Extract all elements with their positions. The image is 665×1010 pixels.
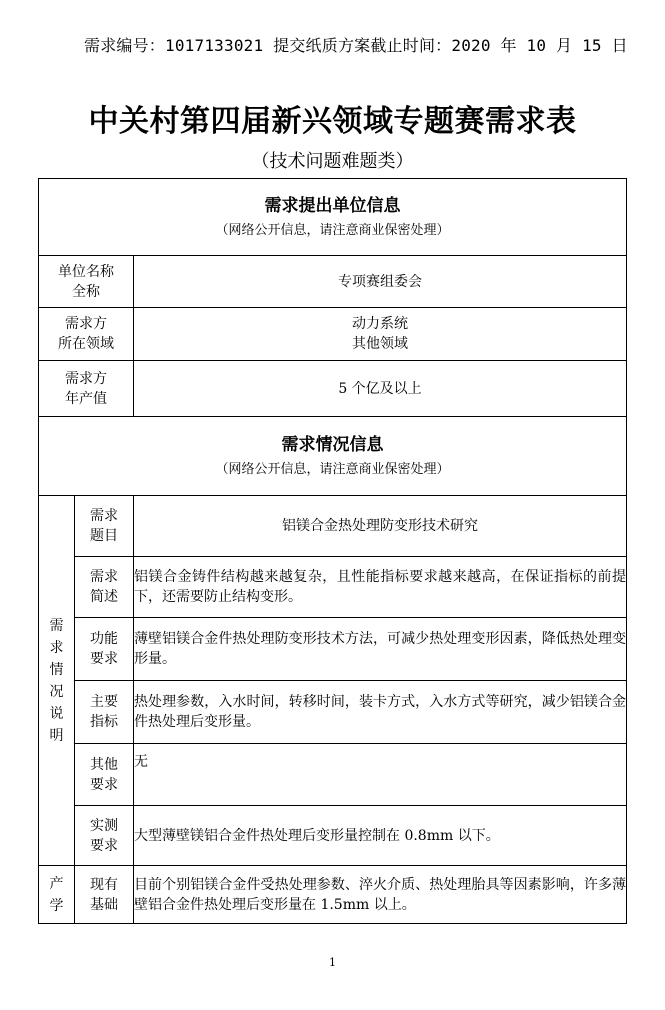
other-requirement-value-cell bbox=[134, 744, 627, 806]
main-indicator-row bbox=[39, 681, 627, 744]
other-requirement-label: 其他 要求 bbox=[90, 756, 118, 793]
demand-summary-row bbox=[39, 557, 627, 618]
annual-output-value: 5 个亿及以上 bbox=[338, 380, 422, 397]
main-indicator-label: 主要 指标 bbox=[90, 694, 118, 730]
demand-field-value-cell bbox=[134, 308, 627, 361]
demand-topic-label-cell bbox=[75, 496, 134, 557]
existing-foundation-label-cell bbox=[75, 866, 134, 924]
demand-description-side-cell bbox=[39, 496, 75, 866]
demand-summary-value: 铝镁合金铸件结构越来越复杂，且性能指标要求越来越高，在保证指标的前提下，还需要防止结构变形。 bbox=[134, 569, 626, 605]
demand-field-label: 需求方 所在领域 bbox=[58, 316, 114, 352]
main-indicator-label-cell bbox=[75, 681, 134, 744]
test-requirement-label: 实测 要求 bbox=[90, 817, 118, 854]
existing-foundation-label: 现有 基础 bbox=[90, 876, 118, 913]
demand-topic-value-cell bbox=[134, 496, 627, 557]
industry-research-side-label: 产 学 bbox=[49, 875, 64, 914]
annual-output-label: 需求方 年产值 bbox=[65, 370, 107, 407]
existing-foundation-row bbox=[39, 866, 627, 924]
document-subtitle: （技术问题难题类） bbox=[251, 151, 414, 172]
unit-section-header-cell bbox=[39, 179, 627, 256]
function-requirement-label-cell bbox=[75, 618, 134, 681]
demand-topic-value: 铝镁合金热处理防变形技术研究 bbox=[282, 518, 478, 534]
demand-topic-row bbox=[39, 496, 627, 557]
demand-summary-value-cell bbox=[134, 557, 627, 618]
demand-section-header-row bbox=[39, 417, 627, 496]
existing-foundation-value-cell bbox=[134, 866, 627, 924]
main-indicator-value: 热处理参数，入水时间，转移时间，装卡方式，入水方式等研究，减少铝镁合金件热处理后变形量。 bbox=[134, 694, 626, 730]
demand-field-row bbox=[39, 308, 627, 361]
demand-field-value: 动力系统 其他领域 bbox=[352, 316, 408, 352]
page-number: 1 bbox=[329, 956, 336, 969]
function-requirement-value-cell bbox=[134, 618, 627, 681]
other-requirement-label-cell bbox=[75, 744, 134, 806]
document-title: 中关村第四届新兴领域专题赛需求表 bbox=[88, 104, 577, 139]
function-requirement-label: 功能 要求 bbox=[90, 631, 118, 667]
function-requirement-row bbox=[39, 618, 627, 681]
demand-summary-label-cell bbox=[75, 557, 134, 618]
test-requirement-label-cell bbox=[75, 806, 134, 866]
unit-name-row bbox=[39, 256, 627, 308]
test-requirement-row bbox=[39, 806, 627, 866]
demand-description-side-label: 需 求 情 况 说 明 bbox=[49, 617, 64, 744]
unit-section-title: 需求提出单位信息 bbox=[264, 196, 401, 216]
function-requirement-value: 薄壁铝镁合金件热处理防变形技术方法，可减少热处理变形因素，降低热处理变形量。 bbox=[134, 631, 626, 667]
demand-section-header-cell bbox=[39, 417, 627, 496]
existing-foundation-value: 目前个别铝镁合金件受热处理参数、淬火介质、热处理胎具等因素影响，许多薄壁铝合金件热处理后变形量在 1.5mm 以上。 bbox=[134, 876, 626, 913]
test-requirement-value-cell bbox=[134, 806, 627, 866]
annual-output-label-cell bbox=[39, 361, 134, 417]
unit-section-note: （网络公开信息，请注意商业保密处理） bbox=[215, 223, 450, 238]
demand-form-table bbox=[38, 178, 627, 924]
unit-name-value: 专项赛组委会 bbox=[338, 273, 422, 290]
test-requirement-value: 大型薄壁镁铝合金件热处理后变形量控制在 0.8mm 以下。 bbox=[134, 827, 500, 844]
unit-name-label: 单位名称 全称 bbox=[58, 263, 114, 300]
demand-section-title: 需求情况信息 bbox=[281, 435, 384, 455]
demand-topic-label: 需求 题目 bbox=[90, 508, 118, 544]
unit-section-header-row bbox=[39, 179, 627, 256]
unit-name-value-cell bbox=[134, 256, 627, 308]
industry-research-side-cell bbox=[39, 866, 75, 924]
other-requirement-value: 无 bbox=[134, 754, 148, 770]
main-indicator-value-cell bbox=[134, 681, 627, 744]
demand-number-and-deadline: 需求编号：1017133021 提交纸质方案截止时间：2020 年 10 月 15 日 bbox=[84, 36, 628, 55]
annual-output-row bbox=[39, 361, 627, 417]
annual-output-value-cell bbox=[134, 361, 627, 417]
demand-summary-label: 需求 简述 bbox=[90, 569, 118, 605]
demand-field-label-cell bbox=[39, 308, 134, 361]
unit-name-label-cell bbox=[39, 256, 134, 308]
demand-section-note: （网络公开信息，请注意商业保密处理） bbox=[215, 462, 450, 477]
other-requirement-row bbox=[39, 744, 627, 806]
